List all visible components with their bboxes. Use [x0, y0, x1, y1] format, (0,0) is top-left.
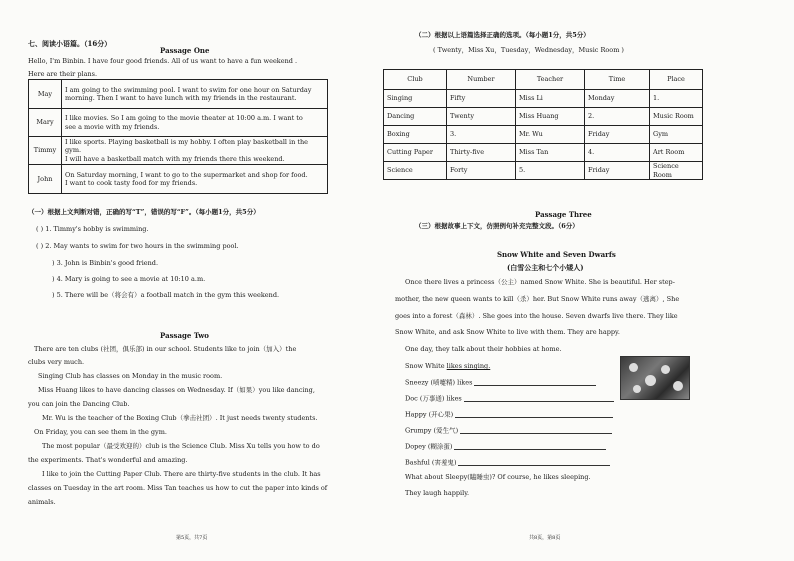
table-cell: Art Room: [650, 144, 703, 162]
table-cell: Twenty: [447, 108, 516, 126]
table-row: [29, 80, 328, 109]
right-page: [387, 0, 794, 561]
passage-line: The most popular（最受欢迎的）club is the Science Club. Miss Xu tells you how to do: [42, 442, 320, 450]
plans-table: [28, 79, 328, 194]
plan-line: I am going to the swimming pool. I want to swim for one hour on Saturday: [65, 85, 312, 94]
table-cell: Miss Tan: [516, 144, 585, 162]
dwarf-figure: [633, 385, 641, 393]
table-cell: Singing: [384, 90, 447, 108]
dwarf-line: [405, 410, 613, 418]
part3-title: （三）根据故事上下文，仿照例句补充完整文段。（6分）: [415, 222, 579, 230]
part1-title: （一）根据上文判断对错，正确的写“T”，错误的写“F”。（每小题1分，共5分）: [28, 208, 260, 216]
passage-one-title: Passage One: [160, 46, 210, 55]
closing-line: They laugh happily.: [405, 489, 470, 497]
example-prefix: Snow White: [405, 362, 447, 370]
dwarf-label: Sneezy (喷嚏精) likes: [405, 378, 473, 387]
table-cell: Science: [384, 162, 447, 180]
plan-text: [62, 80, 328, 109]
plan-name: Timmy: [29, 137, 62, 165]
table-row: [384, 108, 703, 126]
answer-blank[interactable]: [454, 442, 606, 450]
passage-three-title: Passage Three: [535, 210, 592, 219]
tf-item: ) 4. Mary is going to see a movie at 10:10 a.m.: [52, 275, 206, 283]
plan-text: [62, 165, 328, 194]
passage-line: Singing Club has classes on Monday in the music room.: [38, 372, 223, 380]
table-cell: 2.: [585, 108, 650, 126]
table-cell: Monday: [585, 90, 650, 108]
passage-line: classes on Tuesday in the art room. Miss Tan teaches us how to cut the paper into kinds of: [28, 484, 328, 492]
options-line: ( Twenty，Miss Xu，Tuesday，Wednesday，Music Room ): [433, 46, 624, 54]
dwarf-figure: [661, 365, 670, 374]
table-cell: Miss Huang: [516, 108, 585, 126]
table-row: [384, 144, 703, 162]
intro-line: Hello, I'm Binbin. I have four good friends. All of us want to have a fun weekend .: [28, 57, 298, 65]
section-title: 七、阅读小语篇。（16分）: [28, 39, 112, 48]
plan-line: morning. Then I want to have lunch with my friends in the restaurant.: [65, 94, 297, 102]
dwarf-line: [405, 458, 610, 466]
table-cell: Friday: [585, 162, 650, 180]
passage-line: you can join the Dancing Club.: [28, 400, 130, 408]
dwarf-label: Bashful (害羞鬼): [405, 458, 457, 467]
story-line: One day, they talk about their hobbies at home.: [405, 345, 562, 353]
page-footer: 第5页，共7页: [176, 535, 208, 541]
part2-title: （二）根据以上语篇选择正确的选项。（每小题1分，共5分）: [415, 31, 590, 39]
passage-line: the experiments. That's wonderful and amazing.: [28, 456, 188, 464]
story-subtitle: (白雪公主和七个小矮人): [507, 263, 584, 272]
example-sentence: [405, 363, 490, 370]
plan-line: I like sports. Playing basketball is my hobby. I often play basketball in the gym.: [65, 137, 309, 155]
answer-blank[interactable]: [455, 410, 613, 418]
dwarf-line: [405, 378, 596, 386]
dwarf-line: [405, 394, 614, 402]
intro-line: Here are their plans.: [28, 70, 98, 78]
table-cell: Mr. Wu: [516, 126, 585, 144]
dwarf-figure: [645, 375, 656, 386]
plan-line: I want to cook tasty food for my friends.: [65, 179, 198, 187]
passage-line: There are ten clubs (社团，俱乐部) in our school. Students like to join（加入）the: [34, 345, 297, 353]
column-header: Club: [384, 70, 447, 90]
dwarf-line: [405, 426, 612, 434]
table-row: [29, 109, 328, 137]
plan-name: John: [29, 165, 62, 194]
column-header: Teacher: [516, 70, 585, 90]
plan-name: May: [29, 80, 62, 109]
answer-blank[interactable]: [474, 378, 596, 386]
snow-white-dwarfs-illustration: [620, 356, 690, 400]
plan-text: [62, 109, 328, 137]
table-cell: Forty: [447, 162, 516, 180]
table-cell: Cutting Paper: [384, 144, 447, 162]
page-footer: 共8页，第8页: [529, 535, 561, 541]
passage-line: animals.: [28, 498, 56, 506]
table-cell: Gym: [650, 126, 703, 144]
passage-line: I like to join the Cutting Paper Club. There are thirty-five students in the club. It has: [42, 470, 321, 478]
table-row: [29, 165, 328, 194]
dwarf-line: [405, 442, 606, 450]
tf-item: ( ) 2. May wants to swim for two hours in the swimming pool.: [36, 242, 239, 250]
passage-line: clubs very much.: [28, 358, 85, 366]
column-header: Number: [447, 70, 516, 90]
dwarf-label: Dopey (糊涂蛋): [405, 442, 453, 451]
table-cell: 4.: [585, 144, 650, 162]
table-cell: 3.: [447, 126, 516, 144]
answer-blank[interactable]: [458, 458, 610, 466]
dwarf-label: Happy (开心果): [405, 410, 454, 419]
answer-blank[interactable]: [464, 394, 614, 402]
plan-line: I like movies. So I am going to the movie theater at 10:00 a.m. I want to: [65, 114, 303, 123]
plan-line: see a movie with my friends.: [65, 122, 160, 131]
table-cell: Music Room: [650, 108, 703, 126]
table-cell: Boxing: [384, 126, 447, 144]
table-row: [384, 162, 703, 180]
table-cell: Friday: [585, 126, 650, 144]
table-cell: Miss Li: [516, 90, 585, 108]
story-line: Once there lives a princess（公主）named Snow White. She is beautiful. Her step-: [405, 278, 675, 286]
story-line: Snow White, and ask Snow White to live with them. They are happy.: [395, 328, 620, 336]
dwarf-figure: [629, 363, 638, 372]
answer-blank[interactable]: [460, 426, 612, 434]
dwarf-label: Grumpy (爱生气): [405, 426, 459, 435]
plan-name: Mary: [29, 109, 62, 137]
passage-line: Miss Huang likes to have dancing classes on Wednesday. If（如果）you like dancing,: [38, 386, 315, 394]
tf-item: ) 3. John is Binbin's good friend.: [52, 259, 159, 267]
story-line: goes into a forest（森林）. She goes into the house. Seven dwarfs live there. They like: [395, 312, 678, 320]
passage-line: On Friday, you can see them in the gym.: [34, 428, 167, 436]
story-line: mother, the new queen wants to kill（杀）her. But Snow White runs away（逃离）, She: [395, 295, 680, 303]
table-header-row: [384, 70, 703, 90]
table-cell: Dancing: [384, 108, 447, 126]
story-title: Snow White and Seven Dwarfs: [497, 250, 616, 259]
clubs-table: [383, 69, 703, 180]
column-header: Place: [650, 70, 703, 90]
column-header: Time: [585, 70, 650, 90]
table-cell: Thirty-five: [447, 144, 516, 162]
plan-line: On Saturday morning, I want to go to the supermarket and shop for food.: [65, 170, 308, 179]
table-cell: Science Room: [650, 162, 703, 180]
closing-line: What about Sleepy(瞌睡虫)? Of course, he likes sleeping.: [405, 473, 591, 481]
table-row: [384, 90, 703, 108]
table-row: [384, 126, 703, 144]
passage-line: Mr. Wu is the teacher of the Boxing Club（拳击社团）. It just needs twenty students.: [42, 414, 318, 422]
table-cell: 5.: [516, 162, 585, 180]
plan-line: I will have a basketball match with my friends there this weekend.: [65, 154, 285, 163]
table-cell: Fifty: [447, 90, 516, 108]
dwarf-label: Doc (万事通) likes: [405, 394, 462, 403]
table-cell: 1.: [650, 90, 703, 108]
passage-two-title: Passage Two: [160, 331, 209, 340]
example-answer: likes singing.: [446, 362, 491, 370]
tf-item: ) 5. There will be（将会有）a football match in the gym this weekend.: [52, 291, 280, 299]
table-row: [29, 137, 328, 165]
plan-text: [62, 137, 328, 165]
tf-item: ( ) 1. Timmy's hobby is swimming.: [36, 225, 149, 233]
dwarf-figure: [673, 381, 683, 391]
